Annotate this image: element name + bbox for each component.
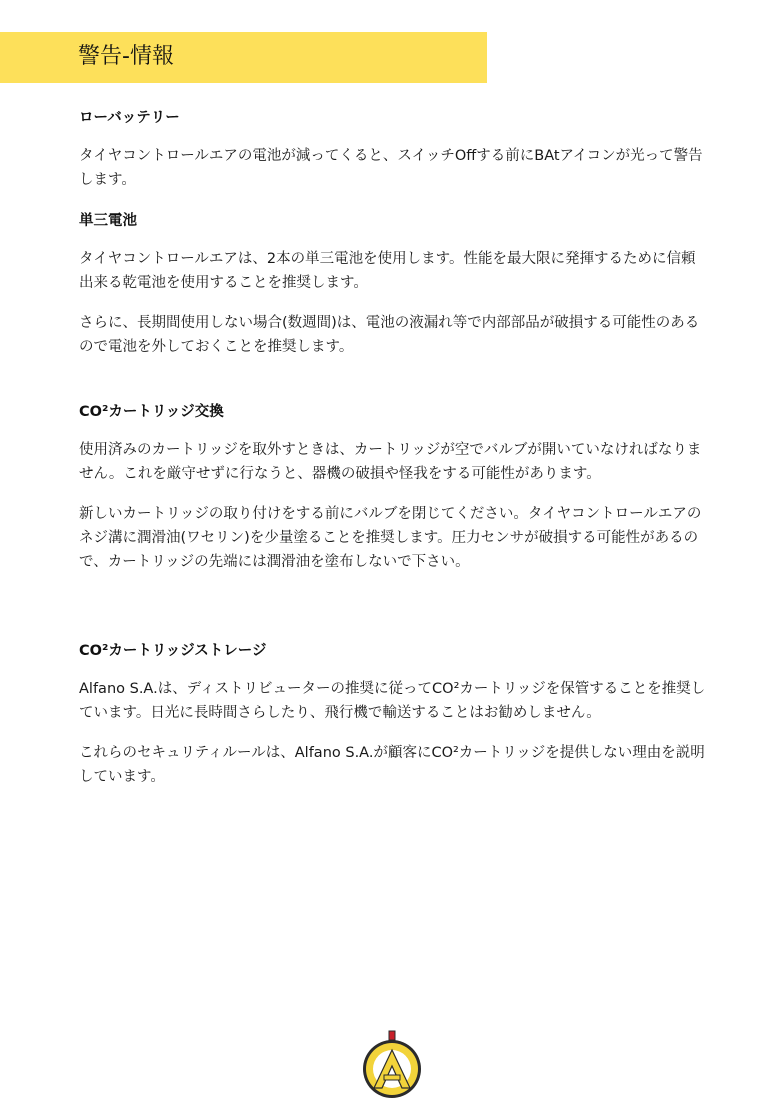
section-heading: ローバッテリー <box>79 110 180 126</box>
document-body <box>79 107 709 789</box>
paragraph: Alfano S.A.は、ディストリビューターの推奨に従ってCO²カートリッジを保管することを推奨しています。日光に長時間さらしたり、飛行機で輸送することはお勧めしません。 <box>79 681 706 721</box>
section-cartridge-replacement <box>79 401 709 574</box>
paragraph: タイヤコントロールエアは、2本の単三電池を使用します。性能を最大限に発揮するために信頼出来る乾電池を使用することを推奨します。 <box>79 251 696 291</box>
alfano-logo <box>358 1030 426 1100</box>
paragraph: 新しいカートリッジの取り付けをする前にバルブを閉じてください。タイヤコントロールエアのネジ溝に潤滑油(ワセリン)を少量塗ることを推奨します。圧力センサが破損する可能性があるので、カートリッジの先端には潤滑油を塗布しないで下さい。 <box>79 506 702 570</box>
section-heading: 単三電池 <box>79 213 137 229</box>
paragraph: これらのセキュリティルールは、Alfano S.A.が顧客にCO²カートリッジを提供しない理由を説明しています。 <box>79 745 705 785</box>
paragraph: タイヤコントロールエアの電池が減ってくると、スイッチOffする前にBAtアイコンが光って警告します。 <box>79 148 703 188</box>
section-heading: CO²カートリッジストレージ <box>79 643 267 659</box>
alfano-logo-icon <box>358 1030 426 1100</box>
section-low-battery <box>79 107 709 192</box>
header-band <box>0 32 487 83</box>
section-aa-battery <box>79 210 709 359</box>
paragraph: さらに、長期間使用しない場合(数週間)は、電池の液漏れ等で内部部品が破損する可能性のあるので電池を外しておくことを推奨します。 <box>79 315 700 355</box>
section-cartridge-storage <box>79 640 709 789</box>
page-title: 警告-情報 <box>78 44 174 69</box>
section-heading: CO²カートリッジ交換 <box>79 404 224 420</box>
paragraph: 使用済みのカートリッジを取外すときは、カートリッジが空でバルブが開いていなければなりません。これを厳守せずに行なうと、器機の破損や怪我をする可能性があります。 <box>79 442 702 482</box>
